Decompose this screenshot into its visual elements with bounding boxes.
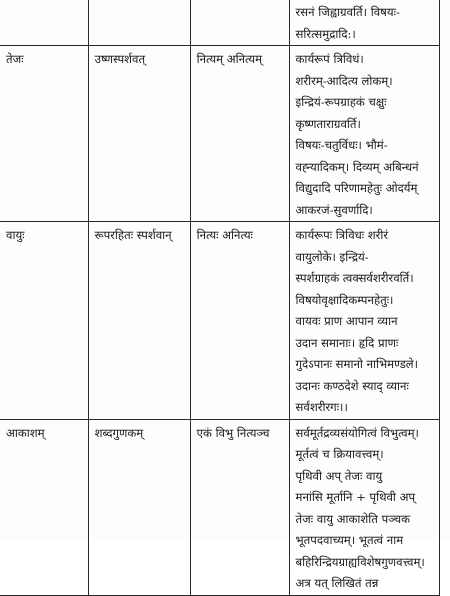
description-line: सरित्समुद्रादि:। <box>295 26 356 41</box>
description-line: उदान समानाः। हृदि प्राणः <box>295 335 399 350</box>
description-line: रसनं जिह्वाग्रवर्ति। विषयः- <box>295 5 400 19</box>
description-line: मूर्तत्वं च क्रियावत्त्वम्। <box>295 447 384 461</box>
description-line: उदानः कण्ठदेशे स्याद् व्यानः <box>295 378 409 393</box>
guna-cell: शब्दगुणकम् <box>88 419 190 595</box>
description-cell <box>289 419 439 595</box>
description-line: मनांसि मूर्तानि + पृथिवी अप् <box>295 490 416 504</box>
description-cell <box>289 222 439 420</box>
description-line: पृथिवी अप् तेजः वायु <box>295 468 383 483</box>
description-line: विषयोवृक्षादिकम्पनहेतुः। <box>295 292 394 307</box>
dravya-name-cell: तेजः <box>0 46 88 222</box>
description-line: कार्यरूपः त्रिविधः शरीरं <box>295 228 389 242</box>
nature-cell <box>190 0 289 46</box>
description-cell <box>289 46 439 222</box>
description-line: सर्वशरीरगः।। <box>295 400 348 414</box>
description-line: शरीरम्-आदित्य लोकम्। <box>295 73 393 88</box>
table-row <box>0 419 440 595</box>
nature-cell: नित्यम् अनित्यम् <box>190 46 289 222</box>
description-line: वायुलोके। इन्द्रियं- <box>295 249 369 264</box>
description-line: गुदेऽपानः समानो नाभिमण्डले। <box>295 357 419 371</box>
description-line: वायवः प्राण आपान व्यान <box>295 314 398 328</box>
table-row <box>0 46 440 222</box>
guna-cell: उष्णस्पर्शवत् <box>88 46 190 222</box>
description-cell <box>289 0 439 46</box>
description-line: अत्र यत् लिखितं तन्न <box>295 576 379 590</box>
description-line: विद्युदादि परिणामहेतुः ओदर्यम् <box>295 181 418 195</box>
description-line: कार्यरूपं त्रिविधं। <box>295 52 364 66</box>
description-line: सर्वमूर्तद्रव्यसंयोगित्वं विभुत्वम्। <box>295 425 419 440</box>
description-line: इन्द्रियं-रूपग्राहकं चक्षुः <box>295 95 387 109</box>
dravya-name-cell: वायुः <box>0 222 88 420</box>
nature-cell: एकं विभु नित्यञ्च <box>190 419 289 595</box>
description-line: कृष्णताराग्रवर्ति। <box>295 116 361 131</box>
description-line: आकरजं-सुवर्णादि। <box>295 202 373 217</box>
description-line: विषयः-चतुर्विधः। भौमं- <box>295 138 388 152</box>
nature-cell: नित्यः अनित्यः <box>190 222 289 420</box>
description-line: भूतपदवाच्यम्। भूतत्वं नाम <box>295 533 404 547</box>
table-row <box>0 0 440 46</box>
description-line: वह्न्यादिकम्। दिव्यम् अबिन्धनं <box>295 159 419 174</box>
description-line: तेजः वायु आकाशेति पञ्चक <box>295 511 411 526</box>
dravya-name-cell <box>0 0 88 46</box>
table-row <box>0 222 440 420</box>
guna-cell: रूपरहितः स्पर्शवान् <box>88 222 190 420</box>
description-line: स्पर्शग्राहकं त्वक्सर्वशरीरवर्ति। <box>295 271 414 285</box>
description-line: बहिरिन्द्रियग्राह्यविशेषगुणवत्त्वम्। <box>295 554 425 569</box>
guna-cell <box>88 0 190 46</box>
dravya-name-cell: आकाशम् <box>0 419 88 595</box>
